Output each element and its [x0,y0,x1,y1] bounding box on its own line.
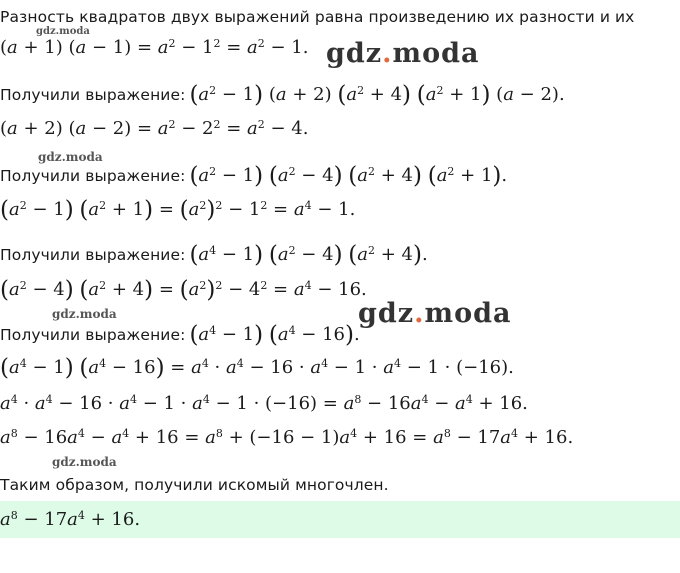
result-line-1 [0,82,565,108]
watermark-large-2: gdz.moda [358,298,512,329]
result-prefix: Получили выражение: [0,326,186,344]
formula-8: $(a^4 - 1) (a^4 - 16)$. [189,322,360,348]
formula-3: (a + 2) $(a - 2) = a^2 - 2^2 = a^2 - 4$. [0,117,309,139]
watermark-small-4: gdz.moda [52,455,117,469]
formula-11: $a^8 - 16a^4 - a^4 + 16 = a^8 + (-16 - 1)a^4 + 16 = a^8 - 17a^4 + 16$. [0,426,574,448]
formula-10: $a^4 \cdot a^4 - 16 \cdot a^4 - 1 \cdot a^4 - 1 \cdot (-16) = a^8 - 16a^4 - a^4 + 16$. [0,392,528,414]
result-prefix: Получили выражение: [0,86,186,104]
answer-box [0,501,680,538]
watermark-large-1: gdz.moda [326,38,480,69]
result-line-4 [0,322,360,348]
formula-6: $(a^4 - 1) (a^2 - 4) (a^2 + 4)$. [189,242,428,268]
intro-text: Разность квадратов двух выражений равна произведению их разности и их [0,8,635,26]
formula-7: $(a^2 - 4) (a^2 + 4) = (a^2)^2 - 4^2 = a^4 - 16$. [0,277,367,303]
formula-4: $(a^2 - 1) (a^2 - 4) (a^2 + 4) (a^2 + 1)$. [189,163,508,189]
answer-formula: $a^8 - 17a^4 + 16$. [0,508,141,530]
formula-2: $(a^2 - 1) (a + 2) (a^2 + 4) (a^2 + 1) (a - 2)$. [189,82,565,108]
formula-1: (a + 1) $(a - 1) = a^2 - 1^2 = a^2 - 1$. [0,36,309,58]
watermark-small-2: gdz.moda [38,150,103,164]
formula-5: $(a^2 - 1) (a^2 + 1) = (a^2)^2 - 1^2 = a^4 - 1$. [0,197,356,223]
result-prefix: Получили выражение: [0,167,186,185]
watermark-small-3: gdz.moda [52,307,117,321]
result-line-2 [0,163,507,189]
result-prefix: Получили выражение: [0,246,186,264]
closing-text: Таким образом, получили искомый многочлен. [0,476,389,494]
result-line-3 [0,242,428,268]
watermark-small-1: gdz.moda [36,26,90,37]
formula-9: $(a^4 - 1) (a^4 - 16) = a^4 \cdot a^4 - 16 \cdot a^4 - 1 \cdot a^4 - 1 \cdot (-16)$. [0,355,514,381]
